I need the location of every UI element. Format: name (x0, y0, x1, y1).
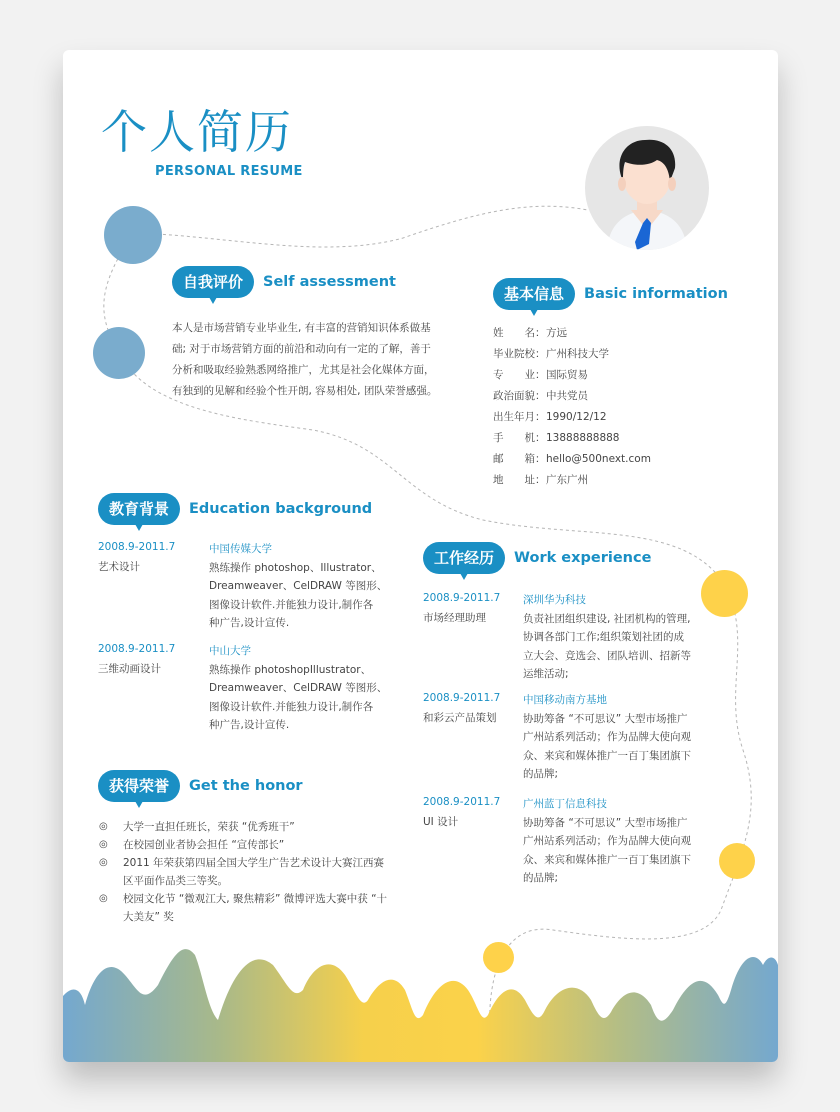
entry-org: 深圳华为科技 (523, 594, 586, 606)
text-line: 负责社团组织建设, 社团机构的管理, (523, 613, 691, 625)
section-header-self (172, 266, 396, 298)
section-header-basic (493, 278, 728, 310)
text-line: Dreamweaver、CelDRAW 等图形、 (209, 682, 388, 695)
info-label: 姓 名： (493, 327, 546, 339)
info-row (493, 386, 651, 407)
text-line: 运维活动; (523, 668, 569, 681)
info-value: 中共党员 (546, 390, 588, 402)
text-line: 广州站系列活动；作为品牌大使向观 (523, 731, 691, 744)
text-line: 熟练操作 photoshop、Illustrator、 (209, 562, 382, 574)
avatar-illustration (585, 126, 709, 250)
entry-role: 市场经理助理 (423, 612, 486, 624)
info-value: hello@500next.com (546, 453, 651, 465)
education-entry (98, 643, 398, 743)
text-line: 协助筹备 “不可思议” 大型市场推广 (523, 713, 688, 725)
section-label-cn: 工作经历 (423, 542, 505, 574)
self-assessment-text (172, 318, 462, 402)
section-header-education (98, 493, 372, 525)
info-value: 方远 (546, 327, 567, 339)
info-value: 广州科技大学 (546, 348, 609, 360)
entry-org: 中国传媒大学 (209, 543, 272, 555)
page-subtitle: PERSONAL RESUME (155, 164, 303, 179)
info-row (493, 470, 651, 491)
entry-role: 三维动画设计 (98, 663, 161, 675)
text-line: 熟练操作 photoshopIllustrator、 (209, 664, 372, 676)
text-line: 图像设计软件.并能独力设计,制作各 (209, 598, 374, 611)
entry-desc (523, 814, 713, 888)
text-line: 区平面作品类三等奖。 (123, 875, 228, 887)
bullet-icon: ◎ (99, 839, 108, 850)
section-label-en: Get the honor (189, 778, 303, 794)
text-line: 2011 年荣获第四届全国大学生广告艺术设计大赛江西赛 (123, 857, 385, 869)
info-label: 出生年月： (493, 411, 546, 423)
section-label-en: Work experience (514, 550, 652, 566)
section-header-work (423, 542, 651, 574)
resume-page (63, 50, 778, 1062)
text-line: 图像设计软件.并能独力设计,制作各 (209, 700, 374, 713)
info-row (493, 344, 651, 365)
yellow-circle-2 (719, 843, 755, 879)
text-line: 广州站系列活动；作为品牌大使向观 (523, 835, 691, 848)
hills (63, 949, 778, 1062)
section-label-en: Basic information (584, 286, 728, 302)
info-value: 国际贸易 (546, 369, 588, 381)
text-line: 础; 对于市场营销方面的前沿和动向有一定的了解，善于 (172, 343, 431, 355)
avatar (585, 126, 709, 250)
info-value: 13888888888 (546, 432, 620, 444)
work-entry (423, 692, 723, 792)
work-entry (423, 592, 723, 692)
section-label-en: Self assessment (263, 274, 396, 290)
info-label: 邮 箱： (493, 453, 546, 465)
section-header-honor (98, 770, 303, 802)
info-label: 政治面貌： (493, 390, 546, 402)
list-item (99, 890, 399, 926)
text-line: 分析和吸取经验熟悉网络推广，尤其是社会化媒体方面， (172, 364, 435, 376)
info-label: 手 机： (493, 432, 546, 444)
info-value: 广东广州 (546, 474, 588, 486)
text-line: 众、来宾和媒体推广一百丁集团旗下 (523, 853, 691, 866)
entry-role: UI 设计 (423, 816, 459, 828)
bullet-icon: ◎ (99, 893, 108, 904)
entry-org: 中国移动南方基地 (523, 694, 607, 706)
info-row (493, 407, 651, 428)
info-row (493, 428, 651, 449)
entry-date: 2008.9-2011.7 (98, 541, 176, 553)
info-row (493, 365, 651, 386)
honor-list (99, 818, 399, 926)
text-line: 大美友” 奖 (123, 911, 174, 923)
bullet-icon: ◎ (99, 857, 108, 868)
entry-desc (209, 661, 394, 735)
list-item (99, 854, 399, 890)
section-label-en: Education background (189, 501, 373, 517)
list-item (99, 836, 399, 854)
info-label: 毕业院校： (493, 348, 546, 360)
entry-role: 艺术设计 (98, 561, 140, 573)
section-label-cn: 自我评价 (172, 266, 254, 298)
work-entry (423, 796, 723, 896)
section-label-cn: 教育背景 (98, 493, 180, 525)
text-line: 种广告,设计宣传. (209, 617, 290, 630)
text-line: 众、来宾和媒体推广一百丁集团旗下 (523, 749, 691, 762)
text-line: Dreamweaver、CelDRAW 等图形、 (209, 580, 388, 593)
list-item (99, 818, 399, 836)
info-row (493, 323, 651, 344)
text-line: 的品牌; (523, 768, 559, 781)
text-line: 种广告,设计宣传. (209, 719, 290, 732)
section-label-cn: 基本信息 (493, 278, 575, 310)
text-line: 校园文化节 “微观江大, 聚焦精彩” 微博评选大赛中获 “十 (123, 893, 388, 905)
entry-role: 和彩云产品策划 (423, 712, 497, 724)
entry-date: 2008.9-2011.7 (423, 796, 501, 808)
education-entry (98, 541, 398, 641)
entry-desc (523, 610, 713, 684)
entry-desc (209, 559, 394, 633)
text-line: 的品牌; (523, 872, 559, 885)
basic-info-list (493, 323, 651, 491)
entry-desc (523, 710, 713, 784)
entry-date: 2008.9-2011.7 (423, 592, 501, 604)
bullet-icon: ◎ (99, 821, 108, 832)
text-line: 在校园创业者协会担任 “宣传部长” (123, 839, 285, 851)
text-line: 本人是市场营销专业毕业生, 有丰富的营销知识体系做基 (172, 322, 431, 334)
info-label: 专 业： (493, 369, 546, 381)
text-line: 立大会、竞选会、团队培训、招新等 (523, 649, 691, 662)
info-label: 地 址： (493, 474, 546, 486)
text-line: 协调各部门工作;组织策划社团的成 (523, 631, 685, 644)
blue-circle-1 (104, 206, 162, 264)
page-title: 个人简历 (101, 105, 293, 159)
entry-org: 中山大学 (209, 645, 251, 657)
entry-org: 广州蓝丁信息科技 (523, 798, 607, 810)
entry-date: 2008.9-2011.7 (423, 692, 501, 704)
entry-date: 2008.9-2011.7 (98, 643, 176, 655)
info-value: 1990/12/12 (546, 411, 607, 423)
info-row (493, 449, 651, 470)
text-line: 协助筹备 “不可思议” 大型市场推广 (523, 817, 688, 829)
text-line: 有独到的见解和经验个性开朗, 容易相处, 团队荣誉感强。 (172, 385, 438, 397)
yellow-circle-3 (483, 942, 514, 973)
blue-circle-2 (93, 327, 145, 379)
section-label-cn: 获得荣誉 (98, 770, 180, 802)
text-line: 大学一直担任班长，荣获 “优秀班干” (123, 821, 295, 833)
